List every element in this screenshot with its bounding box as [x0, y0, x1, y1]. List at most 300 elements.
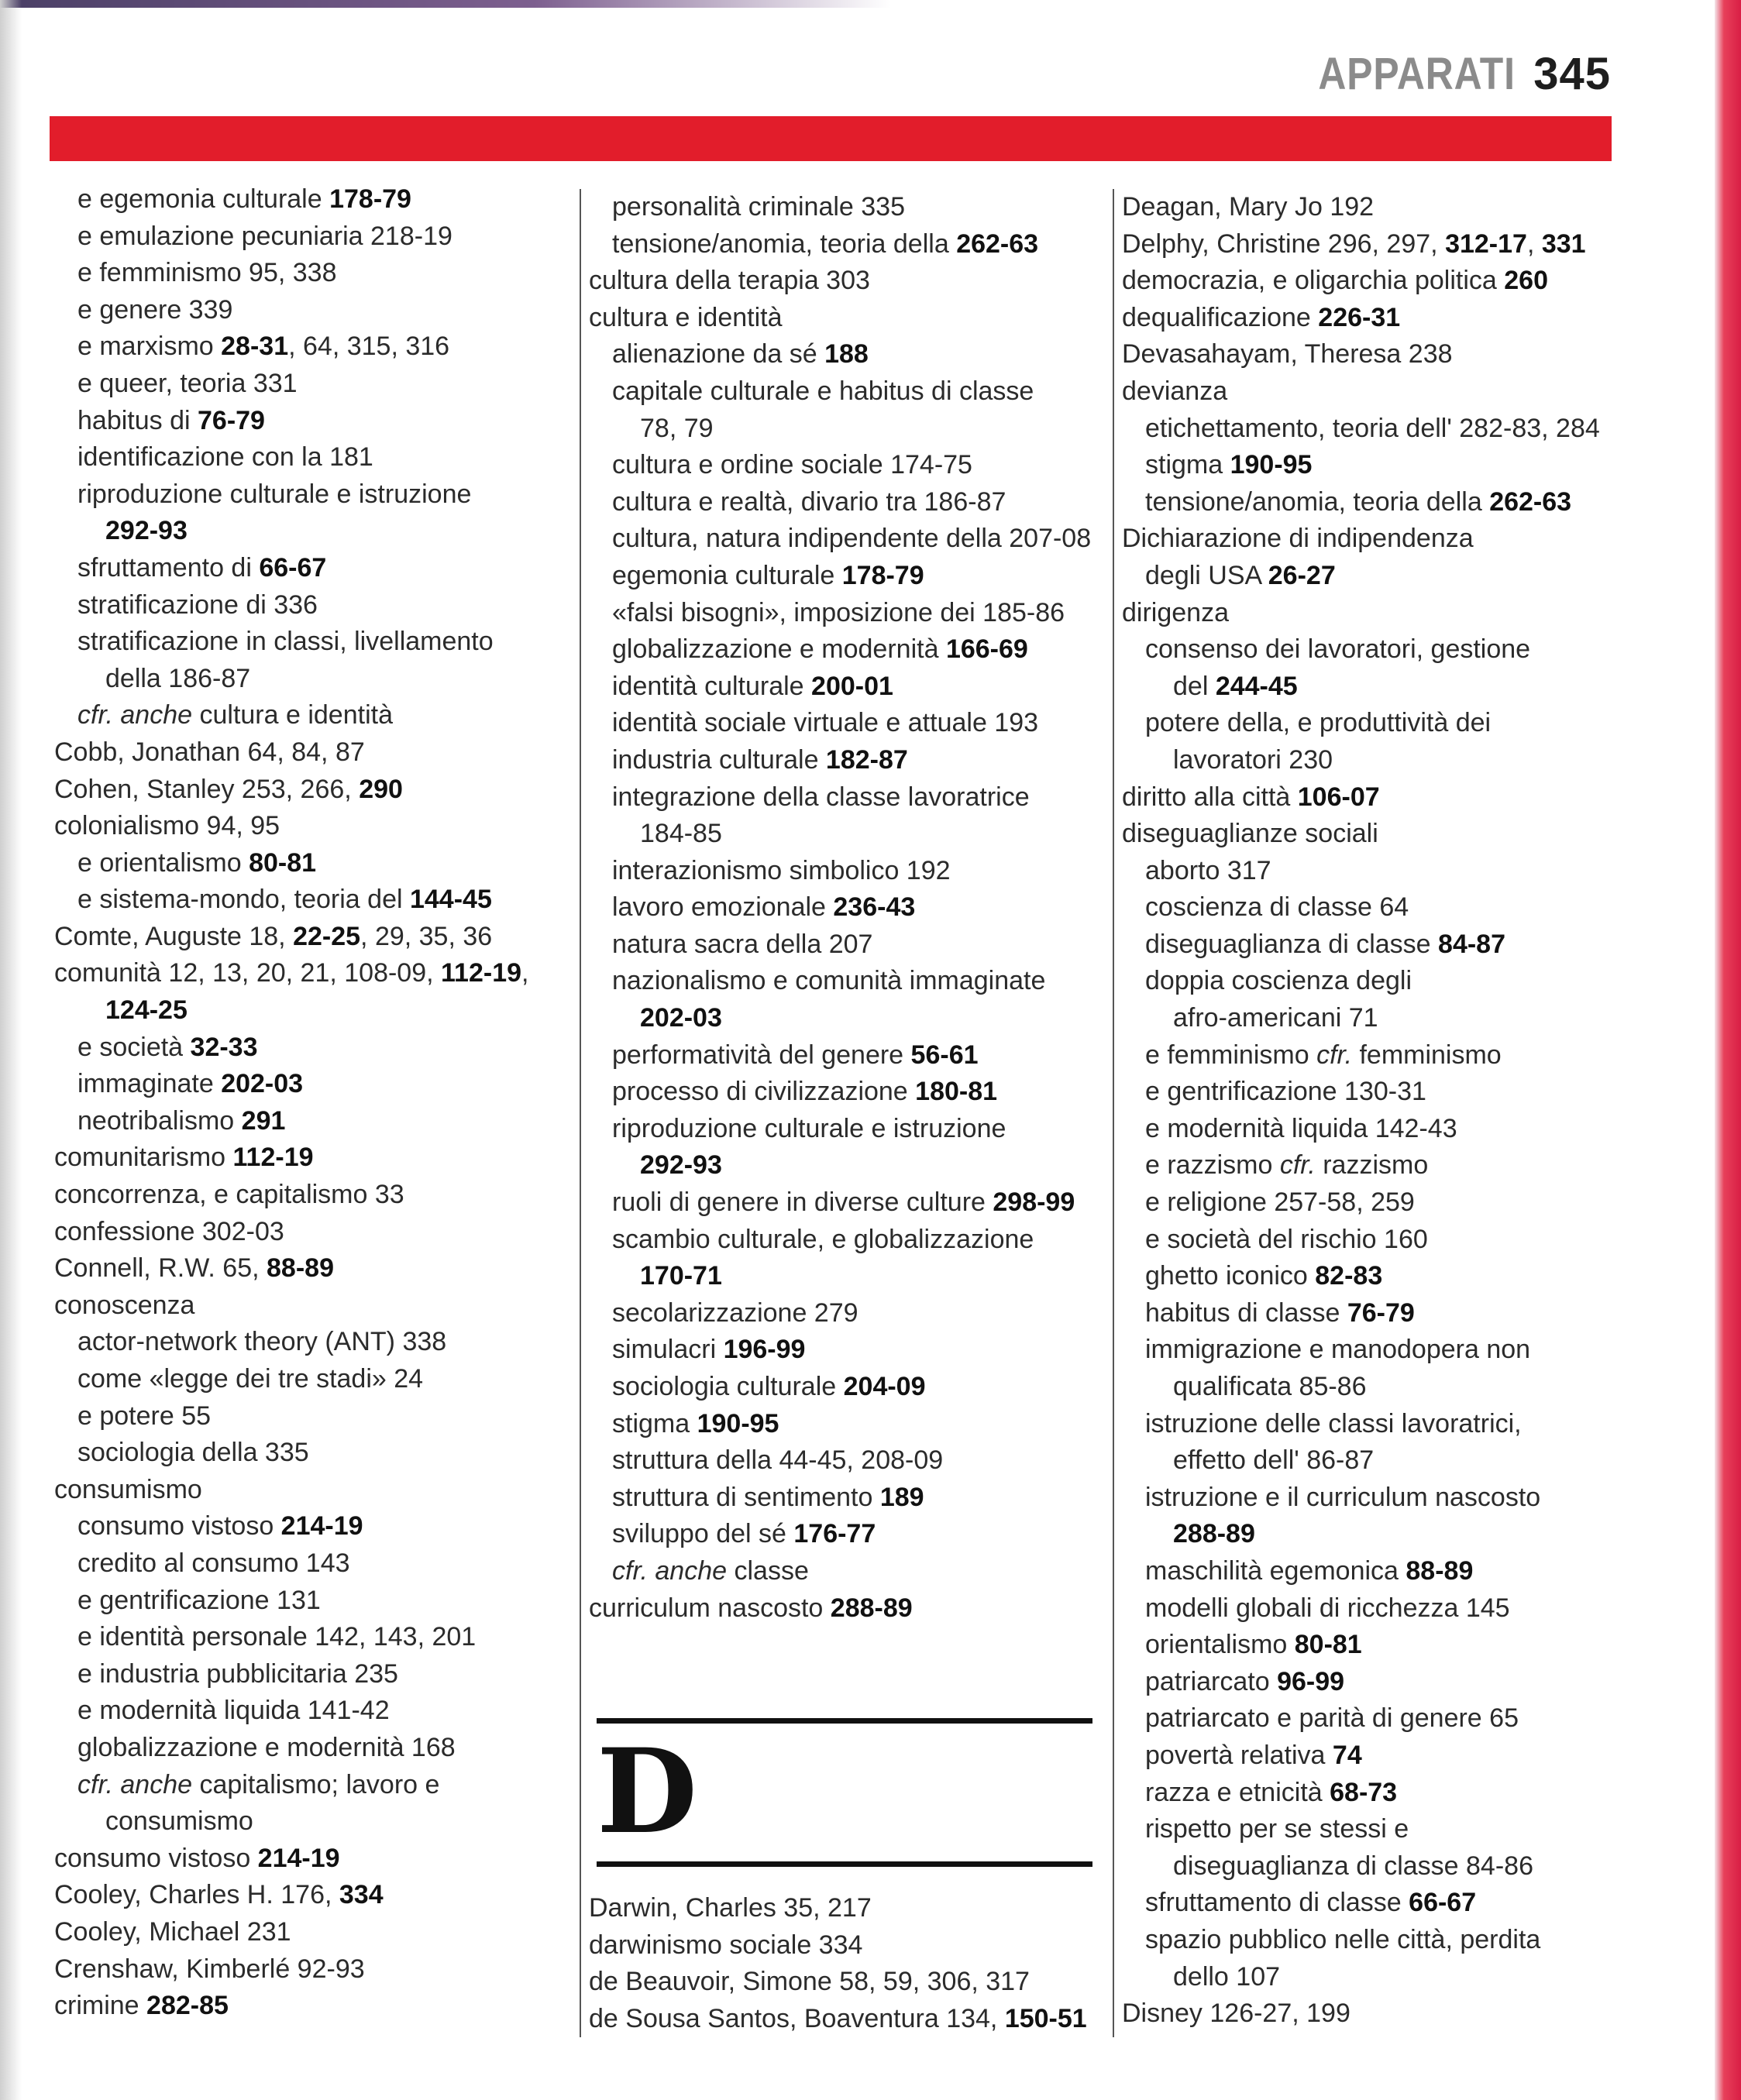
index-entry — [581, 263, 1092, 300]
entry-text: neotribalismo — [77, 1105, 242, 1136]
index-entry — [581, 521, 1092, 558]
index-entry — [54, 1398, 550, 1435]
page-gutter-shadow — [0, 0, 22, 2100]
index-entry — [1114, 1074, 1610, 1111]
cross-reference: cfr. anche — [77, 1769, 193, 1799]
index-entry — [1114, 1516, 1610, 1553]
index-entry — [54, 1914, 550, 1951]
page-reference-bold: 32-33 — [190, 1032, 258, 1062]
index-entry — [54, 1841, 550, 1878]
entry-text: dequalificazione — [1122, 302, 1319, 332]
entry-text: riproduzione culturale e istruzione — [77, 479, 472, 509]
index-column-2-entries — [581, 189, 1092, 1627]
index-entry — [54, 1250, 550, 1287]
index-column-1 — [54, 181, 550, 2025]
entry-text: e potere 55 — [77, 1401, 212, 1431]
page-reference-bold: 292-93 — [640, 1150, 722, 1181]
entry-text: sviluppo del sé — [612, 1519, 794, 1549]
entry-text: de Sousa Santos, Boaventura 134, — [589, 2003, 1005, 2033]
cross-reference: cfr. — [1316, 1040, 1353, 1070]
entry-text: struttura della 44-45, 208-09 — [612, 1445, 944, 1476]
page-reference-bold: 236-43 — [833, 892, 916, 923]
entry-text: e gentrificazione 131 — [77, 1585, 321, 1615]
page-reference-bold: 291 — [241, 1105, 286, 1136]
entry-text: alienazione da sé — [612, 339, 825, 369]
entry-text: del — [1173, 671, 1216, 701]
entry-text: capitalismo; lavoro e — [192, 1769, 440, 1799]
index-entry — [54, 1029, 550, 1067]
page-reference-bold: 88-89 — [267, 1253, 334, 1284]
entry-text: potere della, e produttività dei — [1145, 708, 1492, 738]
entry-text: capitale culturale e habitus di classe — [612, 376, 1034, 406]
entry-text: Deagan, Mary Jo 192 — [1122, 192, 1375, 222]
index-entry — [1114, 226, 1610, 263]
entry-text: patriarcato e parità di genere 65 — [1145, 1703, 1519, 1734]
index-entry — [1114, 558, 1610, 595]
index-entry — [54, 734, 550, 772]
entry-text: e identità personale 142, 143, 201 — [77, 1622, 477, 1652]
index-entry — [581, 853, 1092, 890]
index-entry — [1114, 926, 1610, 964]
index-column-2-d-entries — [581, 1890, 1092, 2037]
index-entry — [54, 1139, 550, 1177]
entry-text: e razzismo — [1145, 1150, 1280, 1181]
index-entry — [581, 1184, 1092, 1222]
page-reference-bold: 66-67 — [259, 552, 327, 583]
entry-text: Crenshaw, Kimberlé 92-93 — [54, 1954, 365, 1984]
entry-text: maschilità egemonica — [1145, 1555, 1406, 1586]
entry-text: e femminismo 95, 338 — [77, 258, 337, 288]
entry-text: simulacri — [612, 1335, 724, 1365]
page-reference-bold: 214-19 — [257, 1843, 340, 1873]
index-entry — [581, 816, 1092, 853]
page-reference-bold: 190-95 — [1230, 450, 1313, 480]
page-reference-bold: 56-61 — [910, 1040, 979, 1070]
index-entry — [1114, 300, 1610, 337]
page-reference-bold: 290 — [359, 774, 403, 804]
index-entry — [1114, 1553, 1610, 1590]
entry-text: Disney 126-27, 199 — [1122, 1999, 1350, 2029]
entry-text: immaginate — [77, 1069, 222, 1099]
index-entry — [581, 1590, 1092, 1627]
entry-text: ghetto iconico — [1145, 1261, 1316, 1291]
entry-text: comunitarismo — [54, 1143, 233, 1173]
entry-text: concorrenza, e capitalismo 33 — [54, 1180, 404, 1210]
entry-text: consumo vistoso — [54, 1843, 258, 1873]
entry-text: dello 107 — [1173, 1961, 1281, 1992]
page-reference-bold: 170-71 — [640, 1261, 722, 1291]
entry-text: colonialismo 94, 95 — [54, 811, 280, 841]
index-entry — [54, 1214, 550, 1251]
index-entry — [54, 1767, 550, 1804]
entry-text: e gentrificazione 130-31 — [1145, 1077, 1426, 1107]
index-entry — [54, 1803, 550, 1841]
page-reference-bold: 288-89 — [1173, 1519, 1255, 1549]
entry-text: e sistema-mondo, teoria del — [77, 885, 410, 915]
index-entry — [54, 1287, 550, 1325]
page-reference-bold: 312-17 — [1445, 229, 1527, 259]
entry-text: diseguaglianza di classe 84-86 — [1173, 1851, 1533, 1881]
index-entry — [54, 808, 550, 845]
index-entry — [581, 226, 1092, 263]
page-reference-bold: 202-03 — [640, 1003, 722, 1033]
index-entry — [54, 550, 550, 587]
page-reference-bold: 282-85 — [146, 1991, 229, 2021]
entry-text: e società del rischio 160 — [1145, 1224, 1428, 1254]
section-letter-block — [597, 1718, 1092, 1867]
entry-text: identificazione con la 181 — [77, 442, 373, 473]
entry-text: e genere 339 — [77, 294, 233, 325]
index-entry — [1114, 373, 1610, 411]
entry-text: ruoli di genere in diverse culture — [612, 1187, 993, 1218]
entry-text: industria culturale — [612, 744, 826, 775]
entry-text: personalità criminale 335 — [612, 192, 905, 222]
entry-text: lavoro emozionale — [612, 892, 834, 923]
entry-text: e modernità liquida 142-43 — [1145, 1113, 1457, 1143]
entry-text: Cooley, Charles H. 176, — [54, 1880, 339, 1910]
index-entry — [1114, 1184, 1610, 1222]
entry-text: Cohen, Stanley 253, 266, — [54, 774, 360, 804]
index-entry — [1114, 1885, 1610, 1922]
page-reference-bold: 288-89 — [830, 1593, 913, 1623]
index-entry — [1114, 963, 1610, 1000]
entry-text: «falsi bisogni», imposizione dei 185-86 — [612, 597, 1065, 627]
entry-text: Darwin, Charles 35, 217 — [589, 1893, 872, 1923]
index-entry — [54, 255, 550, 292]
entry-text: consenso dei lavoratori, gestione — [1145, 634, 1531, 665]
page-reference-bold: 202-03 — [221, 1069, 304, 1099]
entry-text: habitus di classe — [1145, 1297, 1347, 1328]
index-entry — [54, 919, 550, 956]
page-reference-bold: 200-01 — [811, 671, 893, 701]
index-entry — [54, 955, 550, 992]
entry-text: e industria pubblicitaria 235 — [77, 1658, 398, 1689]
page-reference-bold: 226-31 — [1318, 302, 1401, 332]
entry-text: spazio pubblico nelle città, perdita — [1145, 1924, 1541, 1954]
index-entry — [581, 1074, 1092, 1111]
entry-text: qualificata 85-86 — [1173, 1372, 1367, 1401]
entry-text: interazionismo simbolico 192 — [612, 855, 951, 885]
page-reference-bold: 112-19 — [232, 1143, 314, 1173]
page-reference-bold: 331 — [1541, 229, 1586, 259]
index-entry — [1114, 1627, 1610, 1664]
entry-text: Cobb, Jonathan 64, 84, 87 — [54, 737, 365, 767]
entry-text: , — [521, 958, 529, 988]
page-reference-bold: 176-77 — [793, 1519, 876, 1549]
index-entry — [581, 1258, 1092, 1295]
entry-text: cultura della terapia 303 — [589, 266, 870, 296]
index-entry — [54, 1361, 550, 1398]
entry-text: curriculum nascosto — [589, 1593, 831, 1623]
entry-text: Cooley, Michael 231 — [54, 1916, 291, 1947]
index-entry — [581, 2001, 1092, 2038]
entry-text: stratificazione di 336 — [77, 589, 318, 620]
entry-text: coscienza di classe 64 — [1145, 892, 1409, 923]
index-entry — [54, 992, 550, 1029]
index-entry — [54, 513, 550, 550]
entry-text: modelli globali di ricchezza 145 — [1145, 1593, 1510, 1623]
index-entry — [54, 366, 550, 403]
page-reference-bold: 214-19 — [280, 1511, 363, 1541]
page-reference-bold: 334 — [339, 1880, 384, 1910]
entry-text: razza e etnicità — [1145, 1777, 1330, 1807]
entry-text: 184-85 — [640, 819, 722, 849]
page-reference-bold: 76-79 — [1347, 1297, 1415, 1328]
page-reference-bold: 182-87 — [825, 744, 908, 775]
index-entry — [581, 1442, 1092, 1480]
page-reference-bold: 80-81 — [249, 847, 317, 878]
page-reference-bold: 262-63 — [956, 229, 1039, 259]
index-entry — [1114, 595, 1610, 632]
index-entry — [1114, 1037, 1610, 1074]
entry-text: sociologia della 335 — [77, 1438, 309, 1468]
entry-text: sfruttamento di — [77, 552, 260, 583]
cross-reference: cfr. anche — [612, 1555, 728, 1586]
index-entry — [54, 181, 550, 218]
index-entry — [581, 1964, 1092, 2001]
entry-text: e religione 257-58, 259 — [1145, 1187, 1415, 1218]
index-entry — [54, 1103, 550, 1140]
index-entry — [581, 411, 1092, 448]
index-entry — [1114, 853, 1610, 890]
index-entry — [581, 742, 1092, 779]
index-entry — [581, 1111, 1092, 1148]
page-reference-bold: 262-63 — [1489, 486, 1572, 517]
entry-text: tensione/anomia, teoria della — [1145, 486, 1490, 517]
index-entry — [581, 336, 1092, 373]
page-edge-color-band — [1715, 0, 1741, 2100]
entry-text: dirigenza — [1122, 597, 1229, 627]
index-entry — [581, 1295, 1092, 1332]
index-entry — [1114, 521, 1610, 558]
entry-text: diritto alla città — [1122, 782, 1298, 812]
index-entry — [1114, 1848, 1610, 1885]
index-entry — [581, 373, 1092, 411]
index-entry — [1114, 411, 1610, 448]
index-entry — [581, 1516, 1092, 1553]
index-entry — [54, 845, 550, 882]
index-entry — [1114, 889, 1610, 926]
entry-text: patriarcato — [1145, 1666, 1278, 1696]
index-entry — [54, 328, 550, 366]
entry-text: sfruttamento di classe — [1145, 1888, 1409, 1918]
index-column-3 — [1113, 189, 1610, 2037]
page-reference-bold: 292-93 — [105, 516, 188, 546]
entry-text: identità culturale — [612, 671, 812, 701]
entry-text: consumismo — [54, 1474, 202, 1504]
entry-text: stigma — [612, 1408, 697, 1438]
page-reference-bold: 124-25 — [105, 995, 188, 1026]
index-entry — [581, 1147, 1092, 1184]
index-entry — [1114, 336, 1610, 373]
page-reference-bold: 26-27 — [1268, 560, 1336, 590]
index-entry — [581, 1480, 1092, 1517]
page-reference-bold: 68-73 — [1330, 1777, 1398, 1807]
entry-text: degli USA — [1145, 560, 1268, 590]
index-entry — [581, 1890, 1092, 1927]
index-entry — [54, 882, 550, 919]
page-reference-bold: 96-99 — [1277, 1666, 1345, 1696]
index-entry — [1114, 742, 1610, 779]
page-reference-bold: 298-99 — [993, 1187, 1075, 1218]
entry-text: stratificazione in classi, livellamento — [77, 627, 494, 657]
page-reference-bold: 196-99 — [723, 1335, 806, 1365]
page-reference-bold: 178-79 — [841, 560, 924, 590]
index-entry — [581, 1332, 1092, 1369]
index-entry — [54, 439, 550, 476]
entry-text: integrazione della classe lavoratrice — [612, 782, 1030, 812]
index-entry — [54, 624, 550, 661]
entry-text: Comte, Auguste 18, — [54, 921, 294, 951]
entry-text: performatività del genere — [612, 1040, 911, 1070]
entry-text: conoscenza — [54, 1290, 195, 1320]
page-reference-bold: 112-19 — [441, 958, 522, 988]
page-reference-bold: 84-87 — [1438, 929, 1505, 959]
index-entry — [1114, 447, 1610, 484]
entry-text: sociologia culturale — [612, 1372, 844, 1401]
index-entry — [54, 587, 550, 624]
entry-text: effetto dell' 86-87 — [1173, 1445, 1375, 1476]
index-entry — [581, 558, 1092, 595]
entry-text: natura sacra della 207 — [612, 929, 873, 959]
entry-text: riproduzione culturale e istruzione — [612, 1113, 1006, 1143]
page-reference-bold: 66-67 — [1409, 1888, 1477, 1918]
entry-text: confessione 302-03 — [54, 1216, 284, 1246]
page-header — [1286, 48, 1611, 100]
page-reference-bold: 244-45 — [1215, 671, 1298, 701]
page-reference-bold: 150-51 — [1004, 2003, 1087, 2033]
entry-text: diseguaglianza di classe — [1145, 929, 1439, 959]
index-entry — [1114, 1922, 1610, 1959]
entry-text: cultura e realtà, divario tra 186-87 — [612, 486, 1006, 517]
entry-text: orientalismo — [1145, 1630, 1295, 1660]
index-entry — [581, 926, 1092, 964]
entry-text: e emulazione pecuniaria 218-19 — [77, 221, 452, 251]
entry-text: Dichiarazione di indipendenza — [1122, 524, 1474, 554]
entry-text: aborto 317 — [1145, 855, 1271, 885]
entry-text: etichettamento, teoria dell' 282-83, 284 — [1145, 413, 1600, 443]
entry-text: globalizzazione e modernità 168 — [77, 1732, 456, 1762]
index-entry — [54, 1583, 550, 1620]
index-entry — [581, 1000, 1092, 1037]
index-entry — [54, 1177, 550, 1214]
index-entry — [1114, 779, 1610, 816]
entry-text: della 186-87 — [105, 663, 251, 693]
page-reference-bold: 166-69 — [945, 634, 1028, 665]
page-reference-bold: 22-25 — [293, 921, 361, 951]
index-entry — [1114, 1332, 1610, 1369]
entry-text: scambio culturale, e globalizzazione — [612, 1224, 1034, 1254]
entry-text: e marxismo — [77, 332, 222, 362]
entry-text: democrazia, e oligarchia politica — [1122, 266, 1505, 296]
entry-text: 78, 79 — [640, 413, 714, 443]
entry-text: struttura di sentimento — [612, 1482, 880, 1512]
entry-text: immigrazione e manodopera non — [1145, 1335, 1531, 1365]
section-label: APPARATI — [1318, 49, 1516, 99]
index-entry — [1114, 1480, 1610, 1517]
entry-text: cultura e identità — [192, 700, 393, 730]
index-entry — [1114, 705, 1610, 742]
index-entry — [54, 1951, 550, 1988]
index-entry — [54, 1435, 550, 1472]
entry-text: doppia coscienza degli — [1145, 966, 1412, 996]
index-entry — [1114, 484, 1610, 521]
entry-text: Delphy, Christine 296, 297, — [1122, 229, 1446, 259]
entry-text: , — [1526, 229, 1542, 259]
page-reference-bold: 144-45 — [409, 885, 492, 915]
entry-text: consumismo — [105, 1806, 253, 1837]
index-entry — [581, 447, 1092, 484]
index-entry — [1114, 263, 1610, 300]
index-entry — [54, 1693, 550, 1730]
entry-text: comunità 12, 13, 20, 21, 108-09, — [54, 958, 442, 988]
index-entry — [581, 484, 1092, 521]
index-entry — [1114, 1258, 1610, 1295]
index-entry — [581, 1037, 1092, 1074]
entry-text: come «legge dei tre stadi» 24 — [77, 1364, 424, 1394]
page-reference-bold: 190-95 — [697, 1408, 779, 1438]
index-entry — [1114, 1700, 1610, 1737]
entry-text: , 29, 35, 36 — [360, 921, 493, 951]
entry-text: e società — [77, 1032, 191, 1062]
index-entry — [54, 403, 550, 440]
index-entry — [1114, 1664, 1610, 1701]
entry-text: e femminismo — [1145, 1040, 1317, 1070]
cross-reference: cfr. — [1279, 1150, 1316, 1181]
entry-text: e egemonia culturale — [77, 184, 330, 214]
page-reference-bold: 88-89 — [1406, 1555, 1474, 1586]
index-entry — [1114, 1995, 1610, 2033]
index-entry — [581, 1553, 1092, 1590]
index-entry — [1114, 1811, 1610, 1848]
entry-text: actor-network theory (ANT) 338 — [77, 1327, 447, 1357]
index-entry — [54, 1066, 550, 1103]
entry-text: processo di civilizzazione — [612, 1077, 916, 1107]
index-entry — [54, 1508, 550, 1545]
page-reference-bold: 188 — [824, 339, 869, 369]
index-entry — [54, 1472, 550, 1509]
entry-text: cultura e ordine sociale 174-75 — [612, 450, 972, 480]
index-entry — [581, 1406, 1092, 1443]
entry-text: egemonia culturale — [612, 560, 842, 590]
entry-text: cultura e identità — [589, 302, 783, 332]
entry-text: habitus di — [77, 405, 198, 435]
entry-text: secolarizzazione 279 — [612, 1297, 858, 1328]
index-entry — [1114, 1590, 1610, 1627]
index-entry — [581, 889, 1092, 926]
entry-text: cultura, natura indipendente della 207-08 — [612, 524, 1092, 554]
index-entry — [581, 595, 1092, 632]
index-entry — [54, 1656, 550, 1693]
page-reference-bold: 74 — [1332, 1740, 1362, 1770]
index-entry — [581, 631, 1092, 668]
entry-text: e queer, teoria 331 — [77, 368, 298, 398]
entry-text: stigma — [1145, 450, 1230, 480]
index-entry — [54, 1619, 550, 1656]
page-reference-bold: 28-31 — [221, 332, 289, 362]
index-entry — [1114, 1959, 1610, 1996]
top-color-strip — [0, 0, 891, 8]
entry-text: , 64, 315, 316 — [288, 332, 450, 362]
index-entry — [581, 1369, 1092, 1406]
page-reference-bold: 82-83 — [1315, 1261, 1383, 1291]
index-entry — [581, 1222, 1092, 1259]
entry-text: nazionalismo e comunità immaginate — [612, 966, 1046, 996]
page-reference-bold: 189 — [879, 1482, 924, 1512]
index-entry — [1114, 1737, 1610, 1775]
page-reference-bold: 180-81 — [915, 1077, 998, 1107]
entry-text: istruzione delle classi lavoratrici, — [1145, 1408, 1522, 1438]
